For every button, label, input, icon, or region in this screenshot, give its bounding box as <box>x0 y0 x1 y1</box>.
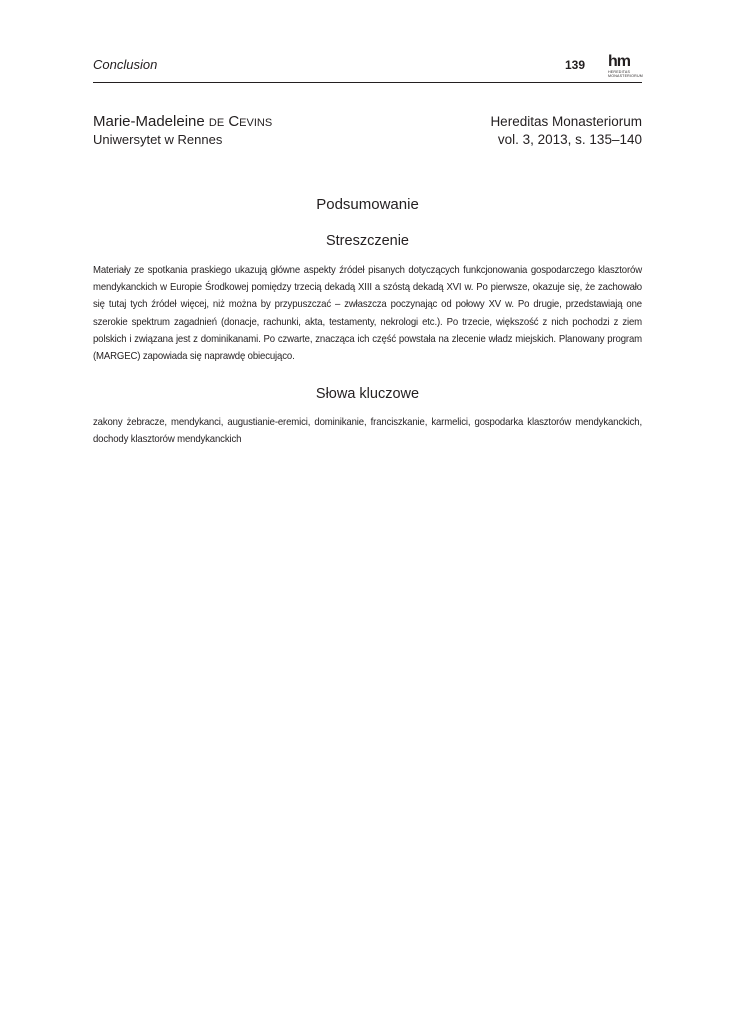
logo-text: HEREDITAS MONASTERIORUM <box>608 70 643 78</box>
running-title: Conclusion <box>93 57 158 72</box>
author-name <box>93 113 272 131</box>
abstract-heading: Streszczenie <box>325 233 409 249</box>
journal-logo <box>608 55 642 79</box>
journal-block <box>490 113 642 149</box>
keywords-text <box>93 414 642 448</box>
abstract-text <box>93 262 642 365</box>
abstract-paragraph: Materiały ze spotkania praskiego ukazują główne aspekty źródeł pisanych dotyczących funkcjonowania gospodarczego klasztorów mendykanckich w Europie Środkowej pomiędzy trzecią dekadą XIII a szóstą dekadą XVI w. Po pierwsze, okazuje się, że zachowało się tutaj tych źródeł więcej, niż można by przypuszczać – zwłaszcza poczynając od połowy XV w. Po drugie, przedstawiają one szerokie spektrum zagadnień (donacje, rachunki, akta, testamenty, nekrologi etc.). Po trzecie, większość z nich pochodzi z ziem polskich i związana jest z dominikanami. Po czwarte, znacząca ich część powstała na zlecenie władz miejskich. Planowany program (MARGEC) zapowiada się naprawdę obiecująco. <box>93 265 642 363</box>
running-head <box>93 53 643 83</box>
author-affiliation: Uniwersytet w Rennes <box>93 132 223 147</box>
keywords-heading: Słowa kluczowe <box>315 386 420 402</box>
keywords-paragraph: zakony żebracze, mendykanci, augustianie-eremici, dominikanie, franciszkanie, karmelici, gospodarka klasztorów mendykanckich, dochody klasztorów mendykanckich <box>93 417 642 446</box>
journal-volume: vol. 3, 2013, s. 135–140 <box>497 132 642 147</box>
author-first-name: Marie-Madeleine <box>93 113 209 130</box>
journal-name: Hereditas Monasteriorum <box>490 114 642 129</box>
article-title: Podsumowanie <box>316 196 419 213</box>
author-block <box>93 113 272 149</box>
page-number: 139 <box>564 58 585 72</box>
logo-mark: hm <box>608 53 630 70</box>
author-last-name: de Cevins <box>208 113 273 130</box>
